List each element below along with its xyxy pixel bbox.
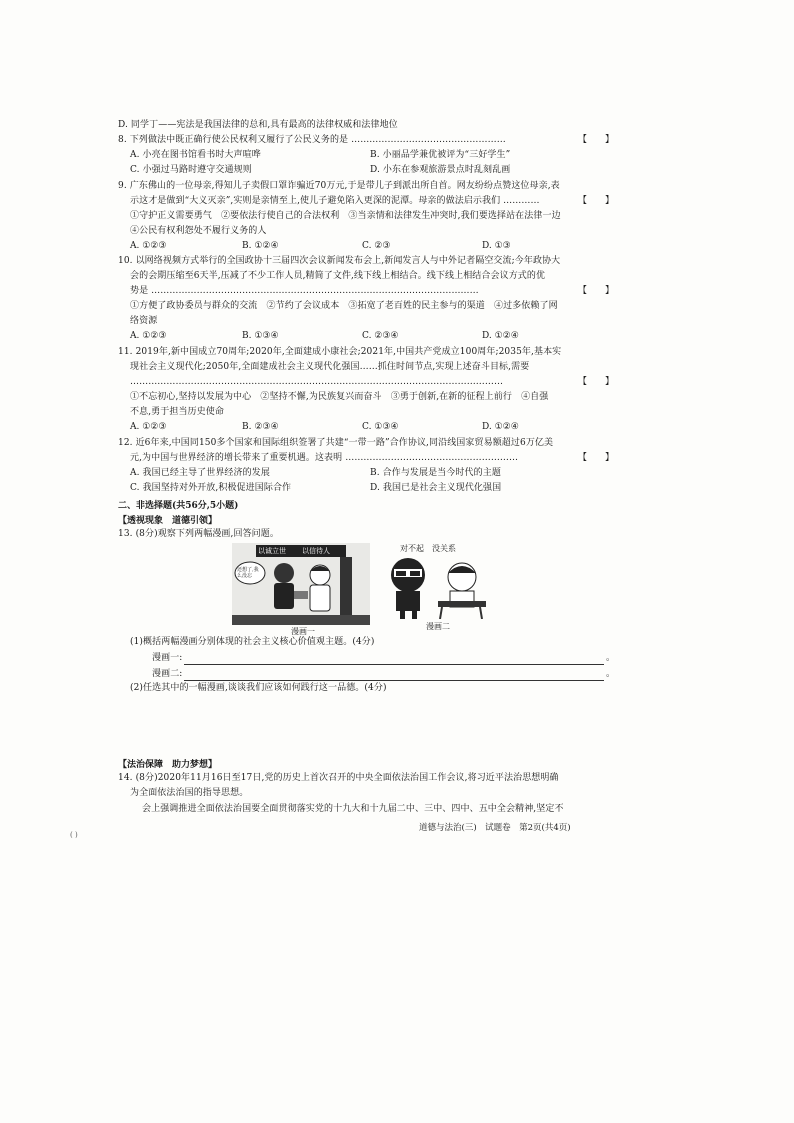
- q11-stem-2: 现社会主义现代化;2050年,全面建成社会主义现代化强国……抓住时间节点,实现上述奋斗目标,需要: [130, 362, 530, 372]
- q12-option-c: C. 我国坚持对外开放,积极促进国际合作: [130, 483, 292, 493]
- cartoon-one-sign-left: 以诚立世: [258, 547, 286, 555]
- q10-option-a: A. ①②③: [130, 331, 167, 341]
- q10-stem-3: 势是 ………………………………………………………………………………………………: [130, 286, 479, 296]
- q13-stem: 13. (8分)观察下列两幅漫画,回答问题。: [118, 529, 279, 539]
- corner-mark: ( ): [70, 831, 78, 839]
- q9-stem-1: 9. 广东佛山的一位母亲,得知儿子卖假口罩诈骗近70万元,于是带儿子到派出所自首。网友纷纷点赞这位母亲,表: [118, 181, 560, 191]
- q8-answer-bracket: 【 】: [578, 135, 615, 145]
- q9-option-c: C. ②③: [362, 241, 391, 251]
- q10-stem-2: 会的会期压缩至6天半,压减了不少工作人员,精简了文件,线下线上相结合。线下线上相结合会议方式的优: [130, 271, 546, 281]
- cartoon-one-speech-bubble: 还想了,我么没忘: [237, 567, 259, 579]
- q8-option-b: B. 小丽品学兼优被评为“三好学生”: [370, 150, 511, 160]
- q11-option-c: C. ①③④: [362, 422, 399, 432]
- q9-answer-bracket: 【 】: [578, 196, 615, 206]
- q10-statement-1: ①方便了政协委员与群众的交流 ②节约了会议成本 ③拓宽了老百姓的民主参与的渠道 ④过多依赖了网: [130, 301, 558, 311]
- q10-option-c: C. ②③④: [362, 331, 399, 341]
- cartoon-two-caption: 漫画二: [426, 622, 450, 631]
- q13-answer-blank-2[interactable]: [184, 680, 604, 681]
- q14-stem-1: 14. (8分)2020年11月16日至17日,党的历史上首次召开的中央全面依法治国工作会议,将习近平法治思想明确: [118, 773, 559, 783]
- q11-statement-1: ①不忘初心,坚持以发展为中心 ②坚持不懈,为民族复兴而奋斗 ③勇于创新,在新的征程上前行 ④自强: [130, 392, 549, 402]
- q12-option-d: D. 我国已是社会主义现代化强国: [370, 483, 502, 493]
- q13-period-1: 。: [606, 653, 616, 663]
- q13-period-2: 。: [606, 669, 616, 679]
- q12-answer-bracket: 【 】: [578, 453, 615, 463]
- q10-option-b: B. ①③④: [242, 331, 279, 341]
- q10-option-d: D. ①②④: [482, 331, 519, 341]
- q14-stem-2: 为全面依法治国的指导思想。: [130, 788, 249, 798]
- q9-option-a: A. ①②③: [130, 241, 167, 251]
- section-heading-2: 【法治保障 助力梦想】: [118, 760, 218, 770]
- section-heading-1: 【透视现象 道德引领】: [118, 516, 218, 526]
- q12-option-b: B. 合作与发展是当今时代的主题: [370, 468, 501, 478]
- cartoon-two-speech: 对不起 没关系: [400, 544, 456, 553]
- q13-answer-label-2: 漫画二:: [152, 669, 183, 679]
- q12-stem-1: 12. 近6年来,中国同150多个国家和国际组织签署了共建“一带一路”合作协议,同沿线国家贸易额超过6万亿美: [118, 438, 554, 448]
- q7-option-d: D. 同学丁——宪法是我国法律的总和,具有最高的法律权威和法律地位: [118, 120, 398, 130]
- q11-statement-2: 不息,勇于担当历史使命: [130, 407, 224, 417]
- q11-option-b: B. ②③④: [242, 422, 279, 432]
- q9-option-b: B. ①②④: [242, 241, 279, 251]
- q14-stem-3: 会上强调推进全面依法治国要全面贯彻落实党的十九大和十九届二中、三中、四中、五中全会精神,坚定不: [142, 804, 564, 814]
- q9-stem-2: 示这才是做到“大义灭亲”,实则是亲情至上,使儿子避免陷入更深的泥潭。母亲的做法启示我们 …………: [130, 196, 540, 206]
- q13-sub-question-1: (1)概括两幅漫画分别体现的社会主义核心价值观主题。(4分): [130, 637, 375, 647]
- q8-stem: 8. 下列做法中既正确行使公民权利又履行了公民义务的是 ……………………………………………: [118, 135, 506, 145]
- cartoon-one-sign-right: 以信待人: [302, 547, 330, 555]
- q9-statement-1: ①守护正义需要勇气 ②要依法行使自己的合法权利 ③当亲情和法律发生冲突时,我们要选择站在法律一边: [130, 211, 561, 221]
- q10-answer-bracket: 【 】: [578, 286, 615, 296]
- q9-statement-2: ④公民有权利怨处不履行义务的人: [130, 226, 267, 236]
- q13-answer-blank-1[interactable]: [184, 664, 604, 665]
- cartoon-one-caption: 漫画一: [291, 627, 315, 636]
- q11-stem-3: ……………………………………………………………………………………………………………: [130, 377, 504, 387]
- q12-option-a: A. 我国已经主导了世界经济的发展: [130, 468, 270, 478]
- q11-answer-bracket: 【 】: [578, 377, 615, 387]
- q9-option-d: D. ①③: [482, 241, 511, 251]
- q10-statement-2: 络资源: [130, 316, 158, 326]
- q8-option-c: C. 小强过马路时遵守交通规则: [130, 165, 252, 175]
- q12-stem-2: 元,为中国与世界经济的增长带来了重要机遇。这表明 …………………………………………………: [130, 453, 519, 463]
- part-two-heading: 二、非选择题(共56分,5小题): [118, 501, 239, 511]
- page-footer: 道德与法治(三) 试题卷 第2页(共4页): [419, 823, 571, 833]
- q8-option-a: A. 小亮在图书馆看书时大声喧哗: [130, 150, 261, 160]
- q11-stem-1: 11. 2019年,新中国成立70周年;2020年,全面建成小康社会;2021年,中国共产党成立100周年;2035年,基本实: [118, 347, 562, 357]
- q13-answer-label-1: 漫画一:: [152, 653, 183, 663]
- q11-option-d: D. ①②④: [482, 422, 519, 432]
- q10-stem-1: 10. 以网络视频方式举行的全国政协十三届四次会议新闻发布会上,新闻发言人与中外记者隔空交流;今年政协大: [118, 256, 561, 266]
- q8-option-d: D. 小东在参观旅游景点时乱刻乱画: [370, 165, 511, 175]
- cartoon-one-image: [232, 543, 370, 625]
- q11-option-a: A. ①②③: [130, 422, 167, 432]
- q13-sub-question-2: (2)任选其中的一幅漫画,谈谈我们应该如何践行这一品德。(4分): [130, 683, 387, 693]
- cartoon-two-image: [380, 553, 490, 619]
